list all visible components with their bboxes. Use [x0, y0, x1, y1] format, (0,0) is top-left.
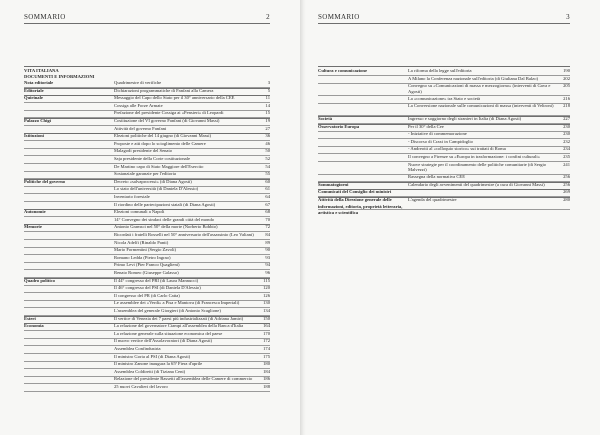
entry-page-number: 46	[265, 140, 270, 146]
entry-page-number: 174	[263, 346, 270, 351]
entry-title: Assemblea Confindustria	[114, 346, 161, 351]
entry-page-number: 130	[263, 300, 270, 306]
entry-title: Quadrimestre di verifiche	[114, 80, 162, 85]
entry-title: La relazione del governatore Ciampi all'assemblea della Banca d'Italia	[114, 323, 244, 329]
entry-title: Calendario degli avvenimenti del quadrimestre (a cura di Giovanni Massi)	[408, 181, 545, 187]
entry-title: Elezioni comunali a Napoli	[114, 209, 165, 215]
entry-title: Nuove strategie per il coordinamento delle politiche comunitarie (di Sergio Malvezzi)	[408, 161, 547, 173]
entry-page-number: 3	[267, 80, 270, 85]
entry-title: Cossiga alle Forze Armate	[114, 102, 163, 108]
entry-page-number: 190	[563, 68, 570, 73]
entry-page-number: 134	[263, 308, 270, 313]
entry-title: Il convegno a Firenze su «Europa in trasformazione: i confini culturali»	[408, 154, 540, 159]
category-label: Esteri	[24, 315, 36, 321]
entry-title: Mario Formentini (Sergio Zavoli)	[114, 247, 177, 253]
category-label: Quadro politico	[24, 277, 55, 283]
entry-page-number: 256	[563, 174, 570, 180]
entry-page-number: 230	[563, 123, 570, 129]
entry-title: Attività del governo Fanfani	[114, 125, 167, 131]
entry-title: 14° Convegno dei sindaci delle grandi città del mondo	[114, 216, 215, 222]
contents-entry[interactable]	[318, 162, 570, 175]
entry-title: - Andreotti al «colloquio storico» sui trattati di Roma	[408, 146, 506, 152]
right-page	[306, 0, 600, 435]
entry-page-number: 188	[263, 384, 270, 389]
entry-title: L'assemblea del generale Giorgieri (di Antonio Scaglione)	[114, 308, 221, 313]
category-label: Attività della Direzione generale delle informazioni, editoria, proprietà letteraria, artistica e scientifica	[318, 197, 403, 216]
entry-page-number: 52	[265, 156, 270, 161]
right-header-title: SOMMARIO	[318, 13, 360, 21]
entry-title: Relazione del presidente Bassetti all'assemblea delle Camere di commercio	[114, 376, 253, 382]
entry-page-number: 269	[563, 189, 570, 195]
entry-page-number: 50	[265, 148, 270, 154]
entry-page-number: 180	[263, 361, 270, 367]
entry-page-number: 90	[265, 247, 270, 253]
entry-page-number: 232	[563, 138, 570, 144]
entry-page-number: 205	[563, 83, 570, 89]
entry-page-number: 61	[265, 186, 270, 192]
entry-title: Dichiarazioni programmatiche di Fanfani alla Camera	[114, 87, 214, 93]
entry-page-number: 93	[265, 254, 270, 260]
left-header-page-number: 2	[266, 13, 270, 21]
entry-page-number: 27	[265, 125, 270, 131]
contents-entry[interactable]	[318, 83, 570, 96]
entry-page-number: 19	[265, 118, 270, 123]
entry-page-number: 170	[263, 330, 270, 336]
category-label: Sommatogiorni	[318, 181, 349, 187]
category-label: Nota editoriale	[24, 80, 54, 85]
entry-title: La «comunicazione» tra Stato e società	[408, 95, 481, 101]
entry-title: Malagodi presidente del Senato	[114, 148, 173, 154]
entry-page-number: 84	[265, 232, 270, 237]
entry-title: Ricordati i fratelli Rosselli nel 50° anniversario dell'assassinio (Leo Valiani)	[114, 232, 254, 237]
entry-page-number: 218	[563, 103, 570, 109]
entry-title: Messaggio del Capo dello Stato per il 30° anniversario della CEE	[114, 95, 235, 101]
entry-title: L'agenda del quadrimestre	[408, 197, 457, 202]
entry-page-number: 96	[265, 270, 270, 275]
entry-title: 25 nuovi Cavalieri del lavoro	[114, 384, 168, 389]
entry-page-number: 68	[265, 209, 270, 215]
entry-page-number: 241	[563, 161, 570, 167]
entry-page-number: 126	[263, 292, 270, 298]
entry-title: Renato Romeo (Giuseppe Galasso)	[114, 270, 179, 275]
entry-title: Costituzione del VI governo Fanfani (di Giovanni Massi)	[114, 118, 220, 123]
category-label: Autonomie	[24, 209, 46, 215]
entry-title: Primo Levi (Pier Franco Quaglieni)	[114, 262, 180, 268]
entry-title: Il riordino delle partecipazioni statali (di Diana Agosti)	[114, 201, 216, 207]
entry-title: Il ministro Zanone inaugura la 65ª Fiera d'aprile	[114, 361, 203, 367]
entry-page-number: 89	[265, 239, 270, 245]
entry-title: Elezioni politiche del 14 giugno (di Giovanni Massi)	[114, 133, 212, 139]
entry-title: Lo stato dell'università (di Daniela D'Alessio)	[114, 186, 199, 192]
entry-page-number: 280	[563, 197, 570, 202]
entry-page-number: 216	[563, 95, 570, 101]
right-page-header	[318, 11, 570, 24]
entry-title: La relazione generale sulla situazione economica del paese	[114, 330, 223, 336]
entry-page-number: 256	[563, 181, 570, 187]
entry-page-number: 94	[265, 262, 270, 268]
category-label: Società	[318, 116, 333, 121]
entry-title: Il ministro Goria al PSI (di Diana Agosti)	[114, 353, 191, 359]
entry-page-number: 175	[263, 353, 270, 359]
entry-title: La Conversione nazionale sulle comunicazioni di massa (interventi di Veltroni)	[408, 103, 554, 109]
entry-title: Proposte e atti dopo lo scioglimento delle Camere	[114, 140, 206, 146]
entry-page-number: 54	[265, 163, 270, 169]
entry-page-number: 230	[563, 131, 570, 137]
section-title	[24, 68, 114, 80]
category-label: Politiche del governo	[24, 178, 66, 184]
entry-title: Prefazione del presidente Cossiga ai «Pensieri» di Leopardi	[114, 110, 224, 116]
entry-title: Inventario forestale	[114, 194, 150, 199]
entry-title: De Martino capo di Stato Maggiore dell'Esercito	[114, 163, 204, 169]
entry-page-number: 234	[563, 146, 570, 152]
entry-page-number: 120	[263, 285, 270, 291]
entry-page-number: 164	[263, 323, 270, 329]
entry-title: Ingresso e soggiorno degli stranieri in Italia (di Diana Agosti)	[408, 116, 522, 121]
section-title-line: DOCUMENTI E INFORMAZIONI	[24, 73, 95, 79]
entry-title: Il nuovo vertice dell'Assolavoratori (di Diana Agosti)	[114, 338, 213, 344]
entry-page-number: 64	[265, 194, 270, 199]
category-label: Quirinale	[24, 95, 43, 101]
entry-title: Decreto «salvaprocessi» (di Diana Agosti)	[114, 178, 192, 184]
left-header-title: SOMMARIO	[24, 13, 66, 21]
entry-title: Romano Ledda (Pietro Ingrao)	[114, 254, 171, 260]
entry-title: Sostanziale garanzie per l'editoria	[114, 171, 176, 177]
left-page-header	[24, 11, 270, 24]
entry-page-number: 14	[265, 102, 270, 108]
category-label: Economia	[24, 323, 44, 329]
category-label: Palazzo Chigi	[24, 118, 51, 123]
entry-page-number: 11	[265, 95, 270, 101]
category-label: Osservatorio Europa	[318, 123, 360, 129]
category-label: Istituzioni	[24, 133, 44, 139]
entry-page-number: 184	[263, 368, 270, 374]
entry-page-number: 150	[263, 315, 270, 321]
entry-title: Il vertice di Venezia dei 7 paesi più industrializzati (di Adriana Jamiri)	[114, 315, 244, 321]
category-label: Comunicati del Consiglio dei ministri	[318, 189, 392, 195]
entry-page-number: 70	[265, 216, 270, 222]
right-header-page-number: 3	[566, 13, 570, 21]
entry-title: - Iniziative di commemorazione	[408, 131, 467, 137]
entry-page-number: 202	[563, 75, 570, 81]
entry-title: La riforma della legge sull'editoria	[408, 68, 472, 73]
category-label: Memorie	[24, 224, 42, 230]
entry-title: Assemblea Coldiretti (di Tiziana Ceni)	[114, 368, 186, 374]
category-label: Cultura e comunicazione	[318, 68, 367, 73]
entry-title: Rassegna della normativa CEE	[408, 174, 466, 180]
entry-page-number: 15	[265, 110, 270, 116]
contents-entry[interactable]	[318, 103, 570, 116]
contents-entry[interactable]	[24, 384, 270, 392]
entry-page-number: 172	[263, 338, 270, 344]
entry-page-number: 72	[265, 224, 270, 230]
entry-title: Saja presidente della Corte costituzionale	[114, 156, 191, 161]
entry-page-number: 67	[265, 201, 270, 207]
entry-title: A Milano la Conferenza nazionale sull'editoria (di Giuliana Dal Balzo)	[408, 75, 539, 81]
category-label: Editoriale	[24, 87, 44, 93]
entry-page-number: 186	[263, 376, 270, 382]
entry-title: Il congresso del PR (di Carlo Catta)	[114, 292, 180, 298]
entry-title: - Discorso di Craxi in Campidoglio	[408, 138, 473, 144]
entry-page-number: 5	[267, 87, 270, 93]
entry-page-number: 55	[265, 171, 270, 177]
entry-page-number: 235	[563, 154, 570, 159]
entry-title: Convegno su «Comunicazioni di massa e mezzogiorno» (interventi di Gava e Agosti)	[408, 83, 551, 94]
entry-page-number: 115	[263, 277, 270, 283]
entry-title: Il 44° congresso del PRI (di Laura Mannucci)	[114, 277, 199, 283]
section-title-line: VITA ITALIANA	[24, 68, 59, 73]
contents-entry[interactable]	[318, 197, 570, 210]
entry-title: Per il 30° della Cee	[408, 123, 444, 129]
entry-page-number: 227	[563, 116, 570, 121]
entry-title: Il 46° congresso del PSI (di Daniela D'Alessio)	[114, 285, 201, 291]
entry-title: Antonio Gramsci nel 50° della morte (Norberto Bobbio)	[114, 224, 218, 230]
entry-title: Nicola Adelfi (Rinaldo Panti)	[114, 239, 169, 245]
entry-page-number: 36	[265, 133, 270, 139]
entry-title: Le assemblee dei «Verdi» a Pisa e Mantova (di Francesca Imperiali)	[114, 300, 240, 306]
entry-page-number: 60	[265, 178, 270, 184]
